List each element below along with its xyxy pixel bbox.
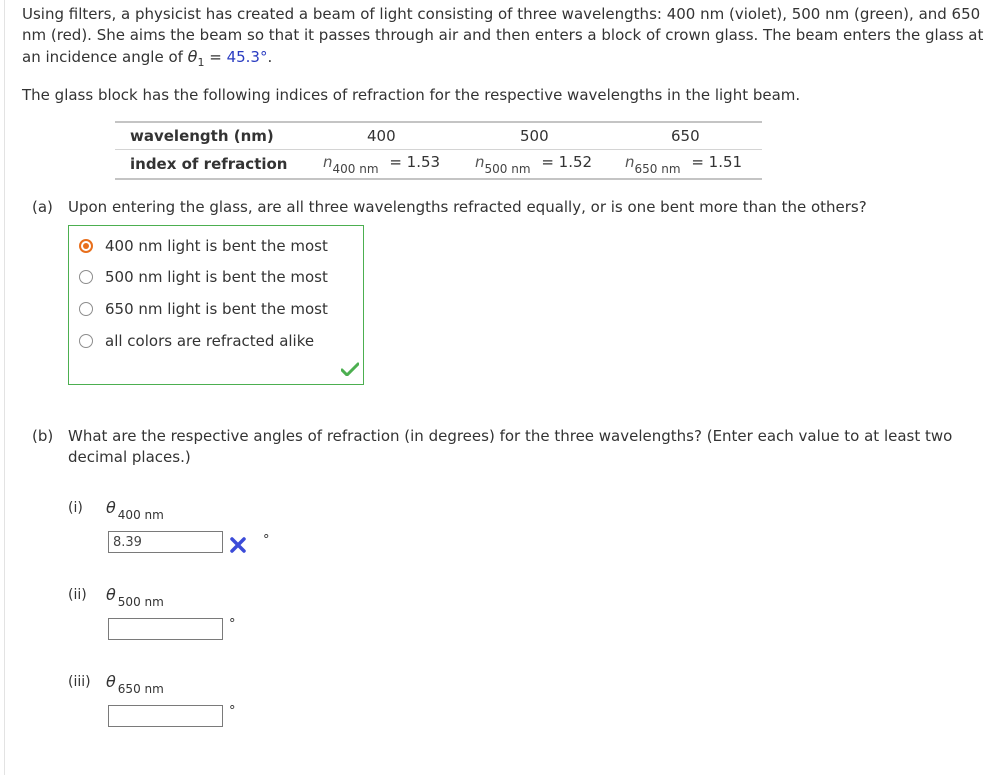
option-label: 400 nm light is bent the most <box>105 237 328 255</box>
index-500 <box>475 152 593 176</box>
refraction-table <box>115 121 762 180</box>
option-label: 650 nm light is bent the most <box>105 300 328 318</box>
option-500nm[interactable] <box>79 266 328 288</box>
index-650 <box>625 152 743 176</box>
incorrect-x-icon <box>229 536 247 554</box>
n-symbol: n <box>475 153 485 171</box>
part-b-question-line2: decimal places.) <box>68 448 191 466</box>
left-margin-rule <box>4 0 5 775</box>
index-value-500: = 1.52 <box>541 153 593 171</box>
theta-400-label <box>106 498 164 522</box>
radio-selected-icon[interactable] <box>79 239 93 253</box>
theta-symbol: θ <box>106 498 116 517</box>
radio-icon[interactable] <box>79 302 93 316</box>
glass-sentence: The glass block has the following indices of refraction for the respective wavelengths in the light beam. <box>22 86 801 104</box>
wavelength-500: 500 <box>520 127 549 145</box>
intro-period: . <box>267 48 273 66</box>
option-label: all colors are refracted alike <box>105 332 315 350</box>
theta-500-label <box>106 585 164 609</box>
theta-symbol: θ <box>106 672 116 691</box>
index-400 <box>323 152 441 176</box>
incidence-angle-value: 45.3° <box>226 48 268 66</box>
n-symbol: n <box>323 153 333 171</box>
theta-650-label <box>106 672 164 696</box>
wavelength-650: 650 <box>671 127 700 145</box>
theta-subscript-650: 650 nm <box>117 682 164 696</box>
theta-subscript: 1 <box>197 56 205 69</box>
theta-subscript-500: 500 nm <box>117 595 164 609</box>
problem-intro <box>22 4 997 73</box>
option-all-alike[interactable] <box>79 330 314 352</box>
degree-unit-650: ° <box>229 704 236 719</box>
radio-icon[interactable] <box>79 270 93 284</box>
item-i-label: (i) <box>68 500 83 516</box>
part-a-label: (a) <box>32 198 53 216</box>
theta-subscript-400: 400 nm <box>117 508 164 522</box>
table-bottom-rule <box>115 178 762 180</box>
part-a-answer-box <box>68 225 364 385</box>
part-b-label: (b) <box>32 427 54 445</box>
table-top-rule <box>115 121 762 123</box>
index-header: index of refraction <box>130 155 288 173</box>
theta-symbol: θ <box>187 47 198 66</box>
intro-text: Using filters, a physicist has created a beam of light consisting of three wavelengths: 400 nm (violet), 500 nm (green), and 650 nm (red). She aims the beam so that it passes through air and then enters a block of crown glass. The beam enters the glass at an incidence angle of <box>22 5 984 66</box>
option-400nm[interactable] <box>79 235 328 257</box>
n-symbol: n <box>625 153 635 171</box>
correct-check-icon <box>341 362 359 376</box>
table-middle-rule <box>115 149 762 150</box>
n-subscript-650: 650 nm <box>634 162 681 176</box>
part-b-question-line1: What are the respective angles of refraction (in degrees) for the three wavelengths? (Enter each value to at least two <box>68 427 953 445</box>
theta-400-input[interactable] <box>108 531 223 553</box>
option-label: 500 nm light is bent the most <box>105 268 328 286</box>
wavelength-400: 400 <box>367 127 396 145</box>
theta-650-input[interactable] <box>108 705 223 727</box>
index-value-400: = 1.53 <box>389 153 441 171</box>
item-ii-label: (ii) <box>68 587 87 603</box>
index-value-650: = 1.51 <box>691 153 743 171</box>
degree-unit-500: ° <box>229 617 236 632</box>
item-iii-label: (iii) <box>68 674 91 690</box>
part-a-question: Upon entering the glass, are all three wavelengths refracted equally, or is one bent more than the others? <box>68 198 867 216</box>
n-subscript-400: 400 nm <box>332 162 379 176</box>
option-650nm[interactable] <box>79 298 328 320</box>
n-subscript-500: 500 nm <box>484 162 531 176</box>
equals-sign: = <box>204 48 227 66</box>
degree-unit-400: ° <box>263 533 270 548</box>
theta-500-input[interactable] <box>108 618 223 640</box>
radio-icon[interactable] <box>79 334 93 348</box>
theta-symbol: θ <box>106 585 116 604</box>
part-b-question <box>68 426 993 468</box>
wavelength-header: wavelength (nm) <box>130 127 274 145</box>
